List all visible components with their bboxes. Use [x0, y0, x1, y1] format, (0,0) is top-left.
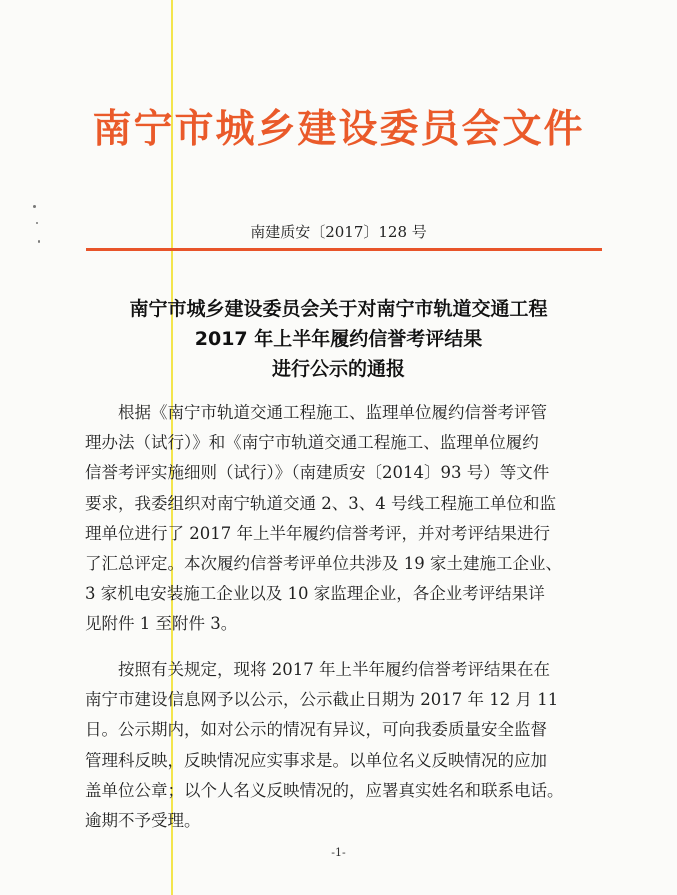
paragraph-line: 信誉考评实施细则（试行）》（南建质安〔2014〕93 号）等文件	[85, 463, 550, 483]
paragraph-line: 了汇总评定。本次履约信誉考评单位共涉及 19 家土建施工企业、	[85, 554, 562, 574]
scan-speck	[33, 205, 36, 208]
paragraph-line: 南宁市建设信息网予以公示，公示截止日期为 2017 年 12 月 11	[85, 690, 559, 710]
paragraph-line: 根据《南宁市轨道交通工程施工、监理单位履约信誉考评管	[118, 403, 547, 422]
paragraph-line: 按照有关规定，现将 2017 年上半年履约信誉考评结果在在	[118, 660, 550, 679]
paragraph-line: 盖单位公章；以个人名义反映情况的，应署真实姓名和联系电话。	[85, 780, 564, 800]
paragraph-line: 见附件 1 至附件 3。	[85, 614, 238, 634]
paragraph-line: 要求，我委组织对南宁轨道交通 2、3、4 号线工程施工单位和监	[85, 493, 556, 513]
notice-title-line-1: 南宁市城乡建设委员会关于对南宁市轨道交通工程	[129, 298, 548, 320]
paragraph-line: 管理科反映，反映情况应实事求是。以单位名义反映情况的应加	[85, 750, 547, 770]
notice-title-line-3: 进行公示的通报	[271, 358, 405, 380]
notice-title-line-2: 2017 年上半年履约信誉考评结果	[194, 328, 483, 350]
paragraph-line: 理单位进行了 2017 年上半年履约信誉考评，并对考评结果进行	[85, 523, 550, 543]
paragraph-line: 3 家机电安装施工企业以及 10 家监理企业，各企业考评结果详	[85, 584, 545, 604]
document-number: 南建质安〔2017〕128 号	[250, 223, 427, 241]
document-header-title: 南宁市城乡建设委员会文件	[92, 107, 585, 152]
page-number: -1-	[331, 846, 346, 859]
body-paragraph-2	[85, 655, 605, 836]
paragraph-line: 日。公示期内，如对公示的情况有异议，可向我委质量安全监督	[85, 720, 547, 740]
paragraph-line: 逾期不予受理。	[85, 811, 201, 831]
paragraph-line: 理办法（试行）》和《南宁市轨道交通工程施工、监理单位履约	[85, 433, 539, 453]
header-divider	[86, 248, 602, 251]
body-paragraph-1	[85, 398, 605, 640]
